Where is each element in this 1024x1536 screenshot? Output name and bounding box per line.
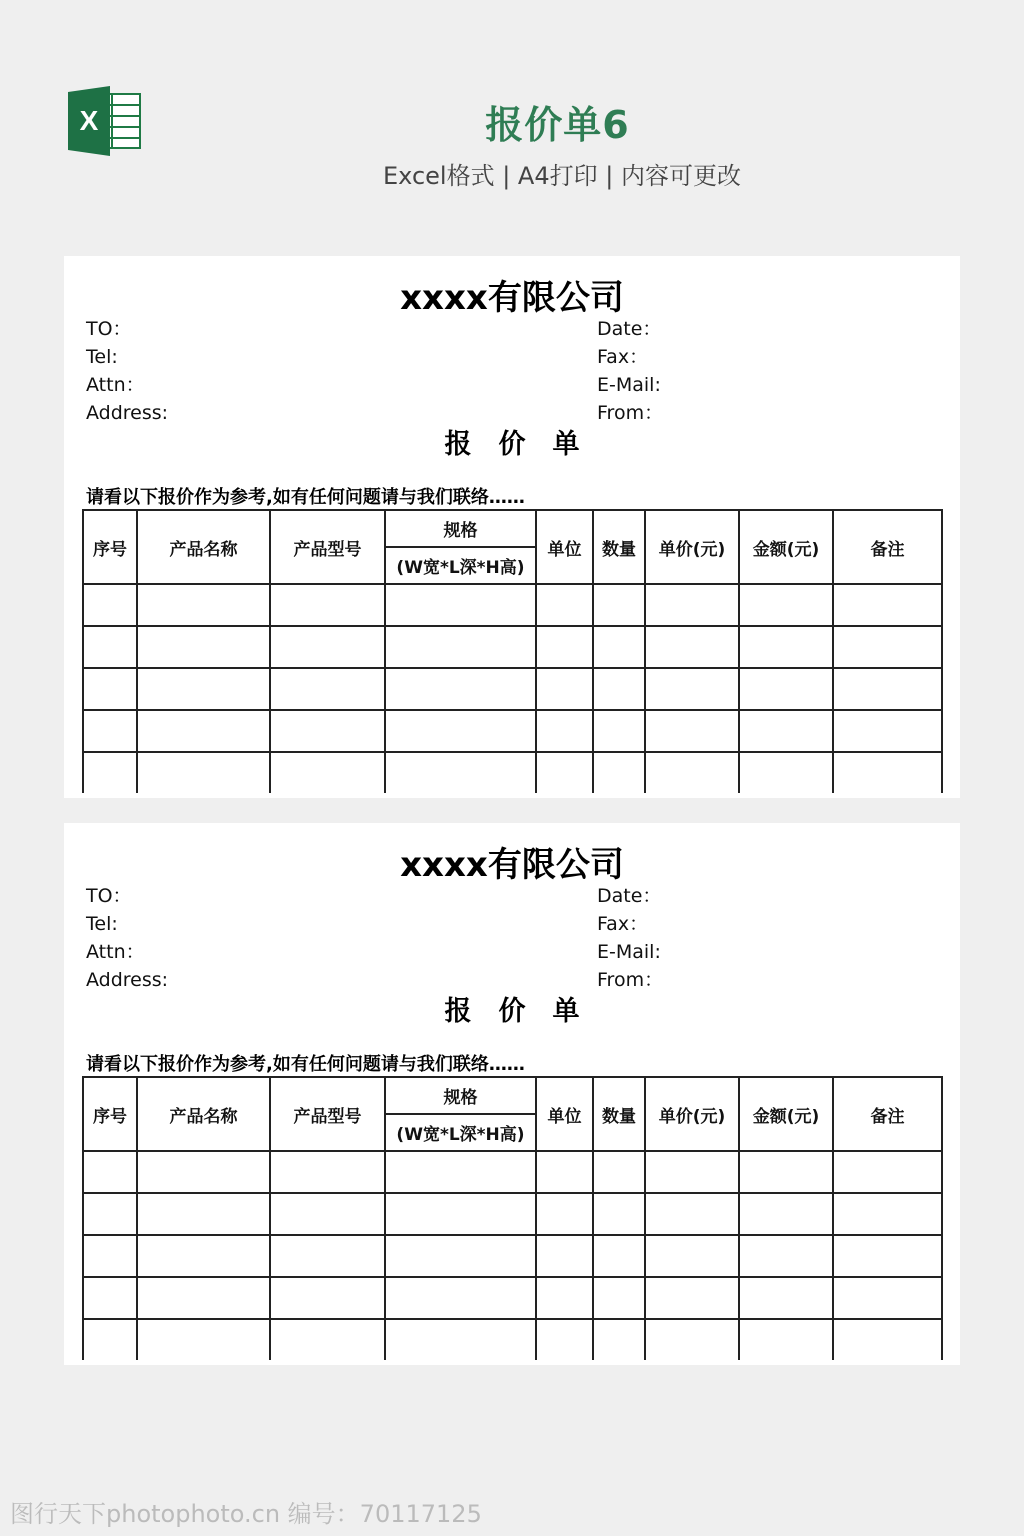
- col-unit: 单位: [536, 1077, 593, 1151]
- col-product-name: 产品名称: [137, 1077, 270, 1151]
- col-spec: 规格: [385, 1077, 536, 1114]
- info-fields-left: [86, 315, 168, 427]
- info-fields-right: [597, 315, 663, 427]
- table-row: [83, 1277, 942, 1319]
- col-remark: 备注: [833, 1077, 942, 1151]
- field-address: Address:: [86, 402, 169, 424]
- field-address: Address:: [86, 969, 169, 991]
- quote-table: [82, 1076, 943, 1360]
- doc-title: 报 价 单: [444, 429, 580, 460]
- col-seq: 序号: [83, 510, 137, 584]
- field-date: Date：: [597, 885, 662, 907]
- col-seq: 序号: [83, 1077, 137, 1151]
- company-name: xxxx有限公司: [400, 845, 624, 885]
- field-to: TO：: [86, 885, 132, 907]
- table-row: [83, 1235, 942, 1277]
- field-from: From：: [597, 969, 664, 991]
- table-row: [83, 1151, 942, 1193]
- field-fax: Fax：: [597, 346, 649, 368]
- col-qty: 数量: [593, 1077, 645, 1151]
- col-product-model: 产品型号: [270, 1077, 385, 1151]
- table-row: [83, 752, 942, 793]
- svg-text:X: X: [79, 105, 99, 136]
- note-text: 请看以下报价作为参考,如有任何问题请与我们联络……: [86, 487, 525, 508]
- field-from: From：: [597, 402, 664, 424]
- col-spec-sub: (W宽*L深*H高): [385, 547, 536, 584]
- field-date: Date：: [597, 318, 662, 340]
- note-text: 请看以下报价作为参考,如有任何问题请与我们联络……: [86, 1054, 525, 1075]
- quote-sheet-1: [64, 256, 960, 798]
- field-fax: Fax：: [597, 913, 649, 935]
- col-unit-price: 单价(元): [645, 510, 739, 584]
- quote-table: [82, 509, 943, 793]
- field-attn: Attn：: [86, 374, 145, 396]
- field-tel: Tel:: [86, 346, 118, 368]
- col-product-name: 产品名称: [137, 510, 270, 584]
- table-row: [83, 1319, 942, 1360]
- field-attn: Attn：: [86, 941, 145, 963]
- watermark-text: 图行天下photophoto.cn 编号：70117125: [10, 1500, 482, 1528]
- quote-sheet-2: [64, 823, 960, 1365]
- col-unit-price: 单价(元): [645, 1077, 739, 1151]
- field-to: TO：: [86, 318, 132, 340]
- doc-title: 报 价 单: [444, 996, 580, 1027]
- field-tel: Tel:: [86, 913, 118, 935]
- col-amount: 金额(元): [739, 1077, 833, 1151]
- page-subtitle: Excel格式 | A4打印 | 内容可更改: [383, 162, 741, 190]
- col-unit: 单位: [536, 510, 593, 584]
- field-email: E-Mail:: [597, 374, 661, 396]
- col-product-model: 产品型号: [270, 510, 385, 584]
- col-spec: 规格: [385, 510, 536, 547]
- table-row: [83, 668, 942, 710]
- col-qty: 数量: [593, 510, 645, 584]
- col-spec-sub: (W宽*L深*H高): [385, 1114, 536, 1151]
- table-row: [83, 710, 942, 752]
- col-amount: 金额(元): [739, 510, 833, 584]
- page-title: 报价单6: [485, 103, 630, 147]
- table-row: [83, 1193, 942, 1235]
- company-name: xxxx有限公司: [400, 278, 624, 318]
- table-row: [83, 584, 942, 626]
- info-fields-left: [86, 882, 168, 994]
- col-remark: 备注: [833, 510, 942, 584]
- info-fields-right: [597, 882, 663, 994]
- field-email: E-Mail:: [597, 941, 661, 963]
- table-row: [83, 626, 942, 668]
